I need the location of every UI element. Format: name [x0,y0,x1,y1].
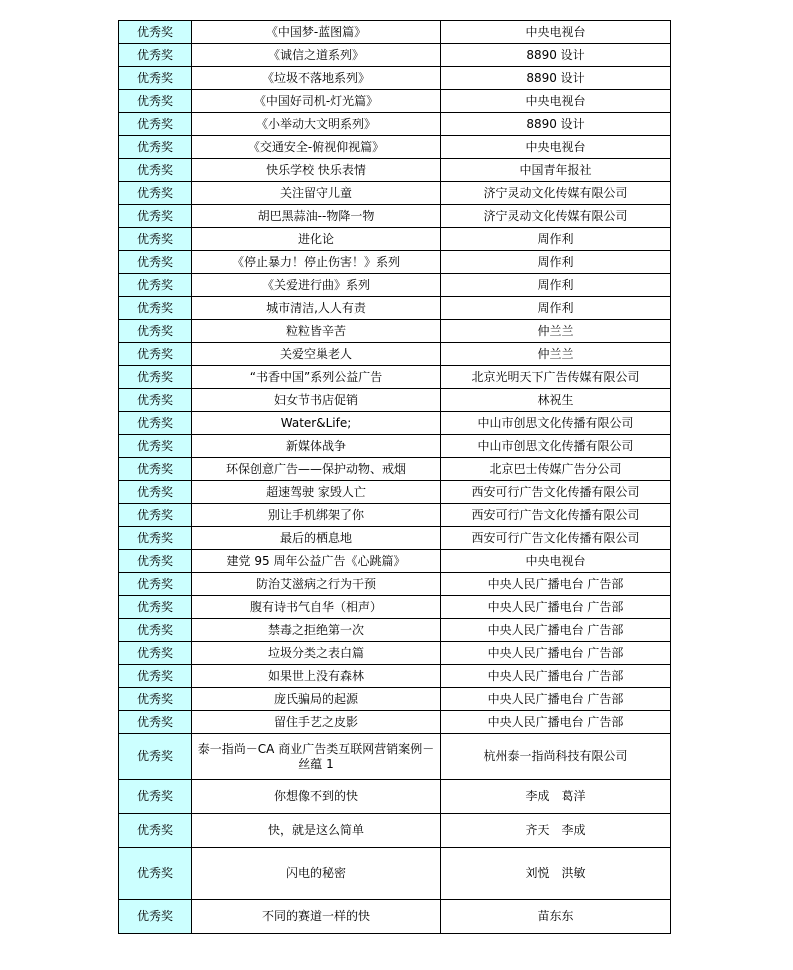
table-row [119,205,671,228]
work-title-cell: 胡巴黑蒜油--物降一物 [192,205,441,228]
work-title-cell: 最后的栖息地 [192,527,441,550]
award-cell: 优秀奖 [119,182,192,205]
table-row [119,504,671,527]
award-cell: 优秀奖 [119,136,192,159]
award-cell: 优秀奖 [119,814,192,848]
work-title-cell: 《交通安全-俯视仰视篇》 [192,136,441,159]
award-cell: 优秀奖 [119,251,192,274]
table-row [119,458,671,481]
work-title-cell: 超速驾驶 家毁人亡 [192,481,441,504]
table-row [119,619,671,642]
organization-cell: 刘悦 洪敏 [441,848,671,900]
table-row [119,550,671,573]
table-row [119,848,671,900]
award-cell: 优秀奖 [119,711,192,734]
awards-table [118,20,671,934]
award-cell: 优秀奖 [119,389,192,412]
work-title-cell: 泰一指尚－CA 商业广告类互联网营销案例－丝蕴 1 [192,734,441,780]
awards-table-body [119,21,671,934]
organization-cell: 中央人民广播电台 广告部 [441,711,671,734]
organization-cell: 中央人民广播电台 广告部 [441,688,671,711]
organization-cell: 西安可行广告文化传播有限公司 [441,504,671,527]
organization-cell: 中央人民广播电台 广告部 [441,619,671,642]
table-row [119,136,671,159]
table-row [119,182,671,205]
work-title-cell: 建党 95 周年公益广告《心跳篇》 [192,550,441,573]
organization-cell: 西安可行广告文化传播有限公司 [441,527,671,550]
organization-cell: 中央电视台 [441,90,671,113]
work-title-cell: 《小举动大文明系列》 [192,113,441,136]
organization-cell: 周作利 [441,228,671,251]
award-cell: 优秀奖 [119,366,192,389]
award-cell: 优秀奖 [119,343,192,366]
work-title-cell: 《关爱进行曲》系列 [192,274,441,297]
organization-cell: 苗东东 [441,900,671,934]
work-title-cell: 《停止暴力！停止伤害！》系列 [192,251,441,274]
table-row [119,814,671,848]
award-cell: 优秀奖 [119,573,192,596]
organization-cell: 齐天 李成 [441,814,671,848]
table-row [119,366,671,389]
work-title-cell: 妇女节书店促销 [192,389,441,412]
award-cell: 优秀奖 [119,458,192,481]
work-title-cell: 《垃圾不落地系列》 [192,67,441,90]
award-cell: 优秀奖 [119,550,192,573]
table-row [119,573,671,596]
award-cell: 优秀奖 [119,67,192,90]
work-title-cell: 《中国梦-蓝图篇》 [192,21,441,44]
table-row [119,251,671,274]
work-title-cell: 不同的赛道一样的快 [192,900,441,934]
organization-cell: 济宁灵动文化传媒有限公司 [441,205,671,228]
work-title-cell: 环保创意广告——保护动物、戒烟 [192,458,441,481]
organization-cell: 北京光明天下广告传媒有限公司 [441,366,671,389]
table-row [119,389,671,412]
work-title-cell: 《诚信之道系列》 [192,44,441,67]
table-row [119,274,671,297]
award-cell: 优秀奖 [119,274,192,297]
organization-cell: 周作利 [441,297,671,320]
table-row [119,481,671,504]
award-cell: 优秀奖 [119,228,192,251]
organization-cell: 中央电视台 [441,21,671,44]
award-cell: 优秀奖 [119,642,192,665]
table-row [119,44,671,67]
table-row [119,21,671,44]
award-cell: 优秀奖 [119,90,192,113]
award-cell: 优秀奖 [119,596,192,619]
organization-cell: 北京巴士传媒广告分公司 [441,458,671,481]
work-title-cell: 腹有诗书气自华（相声） [192,596,441,619]
organization-cell: 李成 葛洋 [441,780,671,814]
work-title-cell: Water&Life; [192,412,441,435]
table-row [119,113,671,136]
award-cell: 优秀奖 [119,320,192,343]
award-cell: 优秀奖 [119,435,192,458]
work-title-cell: 你想像不到的快 [192,780,441,814]
organization-cell: 西安可行广告文化传播有限公司 [441,481,671,504]
table-row [119,734,671,780]
organization-cell: 8890 设计 [441,113,671,136]
table-row [119,67,671,90]
table-row [119,665,671,688]
work-title-cell: 垃圾分类之表白篇 [192,642,441,665]
award-cell: 优秀奖 [119,504,192,527]
award-cell: 优秀奖 [119,780,192,814]
table-row [119,780,671,814]
work-title-cell: 新媒体战争 [192,435,441,458]
work-title-cell: “书香中国”系列公益广告 [192,366,441,389]
organization-cell: 中央人民广播电台 广告部 [441,573,671,596]
work-title-cell: 防治艾滋病之行为干预 [192,573,441,596]
award-cell: 优秀奖 [119,688,192,711]
organization-cell: 杭州泰一指尚科技有限公司 [441,734,671,780]
award-cell: 优秀奖 [119,412,192,435]
table-row [119,435,671,458]
organization-cell: 8890 设计 [441,67,671,90]
organization-cell: 中山市创思文化传播有限公司 [441,435,671,458]
work-title-cell: 禁毒之拒绝第一次 [192,619,441,642]
table-row [119,688,671,711]
organization-cell: 中国青年报社 [441,159,671,182]
table-row [119,90,671,113]
organization-cell: 仲兰兰 [441,320,671,343]
award-cell: 优秀奖 [119,205,192,228]
work-title-cell: 粒粒皆辛苦 [192,320,441,343]
table-row [119,320,671,343]
table-row [119,297,671,320]
work-title-cell: 进化论 [192,228,441,251]
work-title-cell: 关注留守儿童 [192,182,441,205]
work-title-cell: 留住手艺之皮影 [192,711,441,734]
organization-cell: 济宁灵动文化传媒有限公司 [441,182,671,205]
award-cell: 优秀奖 [119,21,192,44]
table-row [119,159,671,182]
table-row [119,412,671,435]
work-title-cell: 快乐学校 快乐表情 [192,159,441,182]
organization-cell: 仲兰兰 [441,343,671,366]
table-row [119,527,671,550]
work-title-cell: 如果世上没有森林 [192,665,441,688]
award-cell: 优秀奖 [119,297,192,320]
organization-cell: 周作利 [441,251,671,274]
work-title-cell: 快，就是这么简单 [192,814,441,848]
award-cell: 优秀奖 [119,900,192,934]
award-cell: 优秀奖 [119,44,192,67]
award-cell: 优秀奖 [119,848,192,900]
table-row [119,228,671,251]
organization-cell: 中山市创思文化传播有限公司 [441,412,671,435]
table-row [119,343,671,366]
organization-cell: 周作利 [441,274,671,297]
organization-cell: 中央人民广播电台 广告部 [441,596,671,619]
award-cell: 优秀奖 [119,481,192,504]
work-title-cell: 城市清洁,人人有责 [192,297,441,320]
work-title-cell: 关爱空巢老人 [192,343,441,366]
award-cell: 优秀奖 [119,159,192,182]
organization-cell: 林祝生 [441,389,671,412]
work-title-cell: 庞氏骗局的起源 [192,688,441,711]
award-cell: 优秀奖 [119,734,192,780]
award-cell: 优秀奖 [119,619,192,642]
table-row [119,596,671,619]
organization-cell: 8890 设计 [441,44,671,67]
organization-cell: 中央电视台 [441,550,671,573]
organization-cell: 中央人民广播电台 广告部 [441,665,671,688]
table-row [119,900,671,934]
organization-cell: 中央电视台 [441,136,671,159]
work-title-cell: 《中国好司机-灯光篇》 [192,90,441,113]
award-cell: 优秀奖 [119,665,192,688]
table-row [119,642,671,665]
award-cell: 优秀奖 [119,527,192,550]
table-row [119,711,671,734]
award-cell: 优秀奖 [119,113,192,136]
organization-cell: 中央人民广播电台 广告部 [441,642,671,665]
work-title-cell: 闪电的秘密 [192,848,441,900]
work-title-cell: 别让手机绑架了你 [192,504,441,527]
